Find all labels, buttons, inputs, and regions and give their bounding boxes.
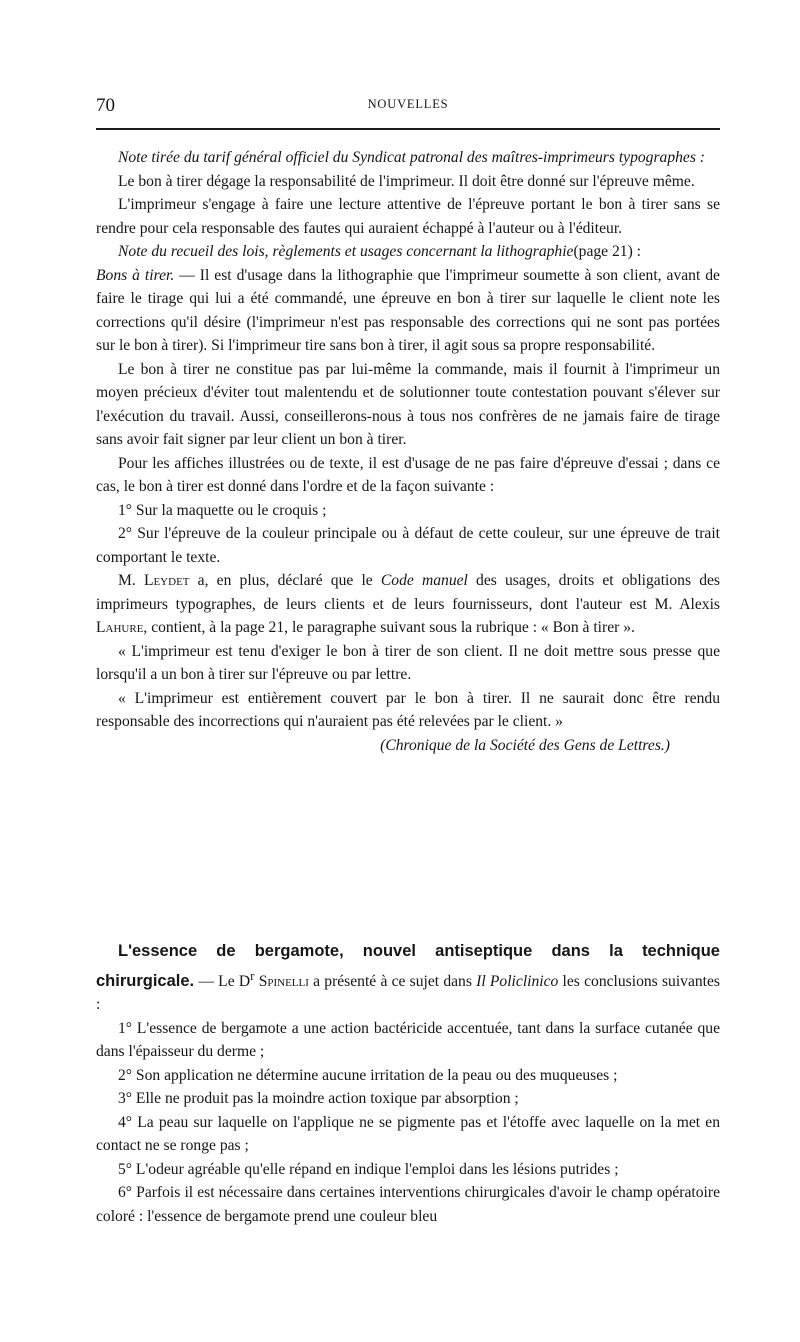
list-item: 4° La peau sur laquelle on l'applique ne se pigmente pas et l'étoffe avec laquelle on la met en contact ne se ronge pas ; (96, 1113, 720, 1155)
note-syndicat-label: Note tirée du tarif général officiel du Syndicat patronal des maîtres-imprimeurs typographes : (118, 149, 706, 166)
quote: « L'imprimeur est entièrement couvert par le bon à tirer. Il ne saurait donc être rendu responsable des incorrections qui n'auraient pas été relevées par le client. » (96, 689, 720, 730)
list-item: 3° Elle ne produit pas la moindre action toxique par absorption ; (118, 1090, 519, 1108)
list-item: 5° L'odeur agréable qu'elle répand en indique l'emploi dans les lésions putrides ; (118, 1160, 619, 1178)
list-item: 2° Sur l'épreuve de la couleur principale ou à défaut de cette couleur, sur une épreuve de trait comportant le texte. (96, 525, 720, 566)
header-rule (96, 128, 720, 130)
section-bon-a-tirer (96, 146, 720, 757)
paragraph: Le bon à tirer dégage la responsabilité de l'imprimeur. Il doit être donné sur l'épreuve même. (118, 172, 695, 190)
list-item: 1° L'essence de bergamote a une action bactéricide accentuée, tant dans la surface cutanée que dans l'épaisseur du derme ; (96, 1019, 720, 1061)
source-citation: (Chronique de la Société des Gens de Lettres.) (380, 736, 670, 754)
paragraph: Bons à tirer. — Il est d'usage dans la lithographie que l'imprimeur soumette à son client, avant de faire le tirage qui lui a été commandé, une épreuve en bon à tirer sur laquelle le client note les corrections qu'il désire (l'imprimeur n'est pas responsable des corrections qui ne sont pas portées sur le bon à tirer). Si l'imprimeur tire sans bon à tirer, il agit sous sa propre responsabilité. (96, 266, 720, 354)
list-item: 1° Sur la maquette ou le croquis ; (118, 501, 327, 519)
quote: « L'imprimeur est tenu d'exiger le bon à tirer de son client. Il ne doit mettre sous presse que lorsqu'il a un bon à tirer sur l'épreuve ou par lettre. (96, 642, 720, 683)
list-item: 6° Parfois il est nécessaire dans certaines interventions chirurgicales d'avoir le champ opératoire coloré : l'essence de bergamote prend une couleur bleu (96, 1184, 720, 1225)
list-item: 2° Son application ne détermine aucune irritation de la peau ou des muqueuses ; (118, 1066, 618, 1084)
paragraph: M. Leydet a, en plus, déclaré que le Code manuel des usages, droits et obligations des imprimeurs typographes, de leurs clients et de leurs fournisseurs, dont l'auteur est M. Alexis Lahure, contient, à la page 21, le paragraphe suivant sous la rubrique : « Bon à tirer ». (96, 572, 721, 636)
section-bergamote (96, 940, 720, 1228)
paragraph: Pour les affiches illustrées ou de texte, il est d'usage de ne pas faire d'épreuve d'essai ; dans ce cas, le bon à tirer est donné dans l'ordre et de la façon suivante : (96, 454, 720, 495)
page-number: 70 (96, 95, 115, 116)
running-title: NOUVELLES (367, 97, 449, 111)
page-header (96, 94, 720, 122)
section-intro: L'essence de bergamote, nouvel antiseptique dans la technique chirurgicale. — Le $D^r$ Spinelli a présenté à ce sujet dans Il Policlinico les conclusions suivantes : (96, 942, 720, 1014)
note-lithographie-label: Note du recueil des lois, règlements et usages concernant la lithographie(page 21) : (118, 243, 642, 260)
paragraph: Le bon à tirer ne constitue pas par lui-même la commande, mais il fournit à l'imprimeur un moyen précieux d'éviter tout malentendu et de solutionner toute contestation pouvant s'élever sur l'exécution du travail. Aussi, conseillerons-nous à tous nos confrères de ne jamais faire de tirage sans avoir fait signer par leur client un bon à tirer. (96, 360, 720, 448)
paragraph: L'imprimeur s'engage à faire une lecture attentive de l'épreuve portant le bon à tirer sans se rendre pour cela responsable des fautes qui auraient échappé à l'auteur ou à l'éditeur. (96, 196, 720, 237)
section-title: L'essence de bergamote, nouvel antiseptique dans la technique chirurgicale. (96, 942, 720, 990)
